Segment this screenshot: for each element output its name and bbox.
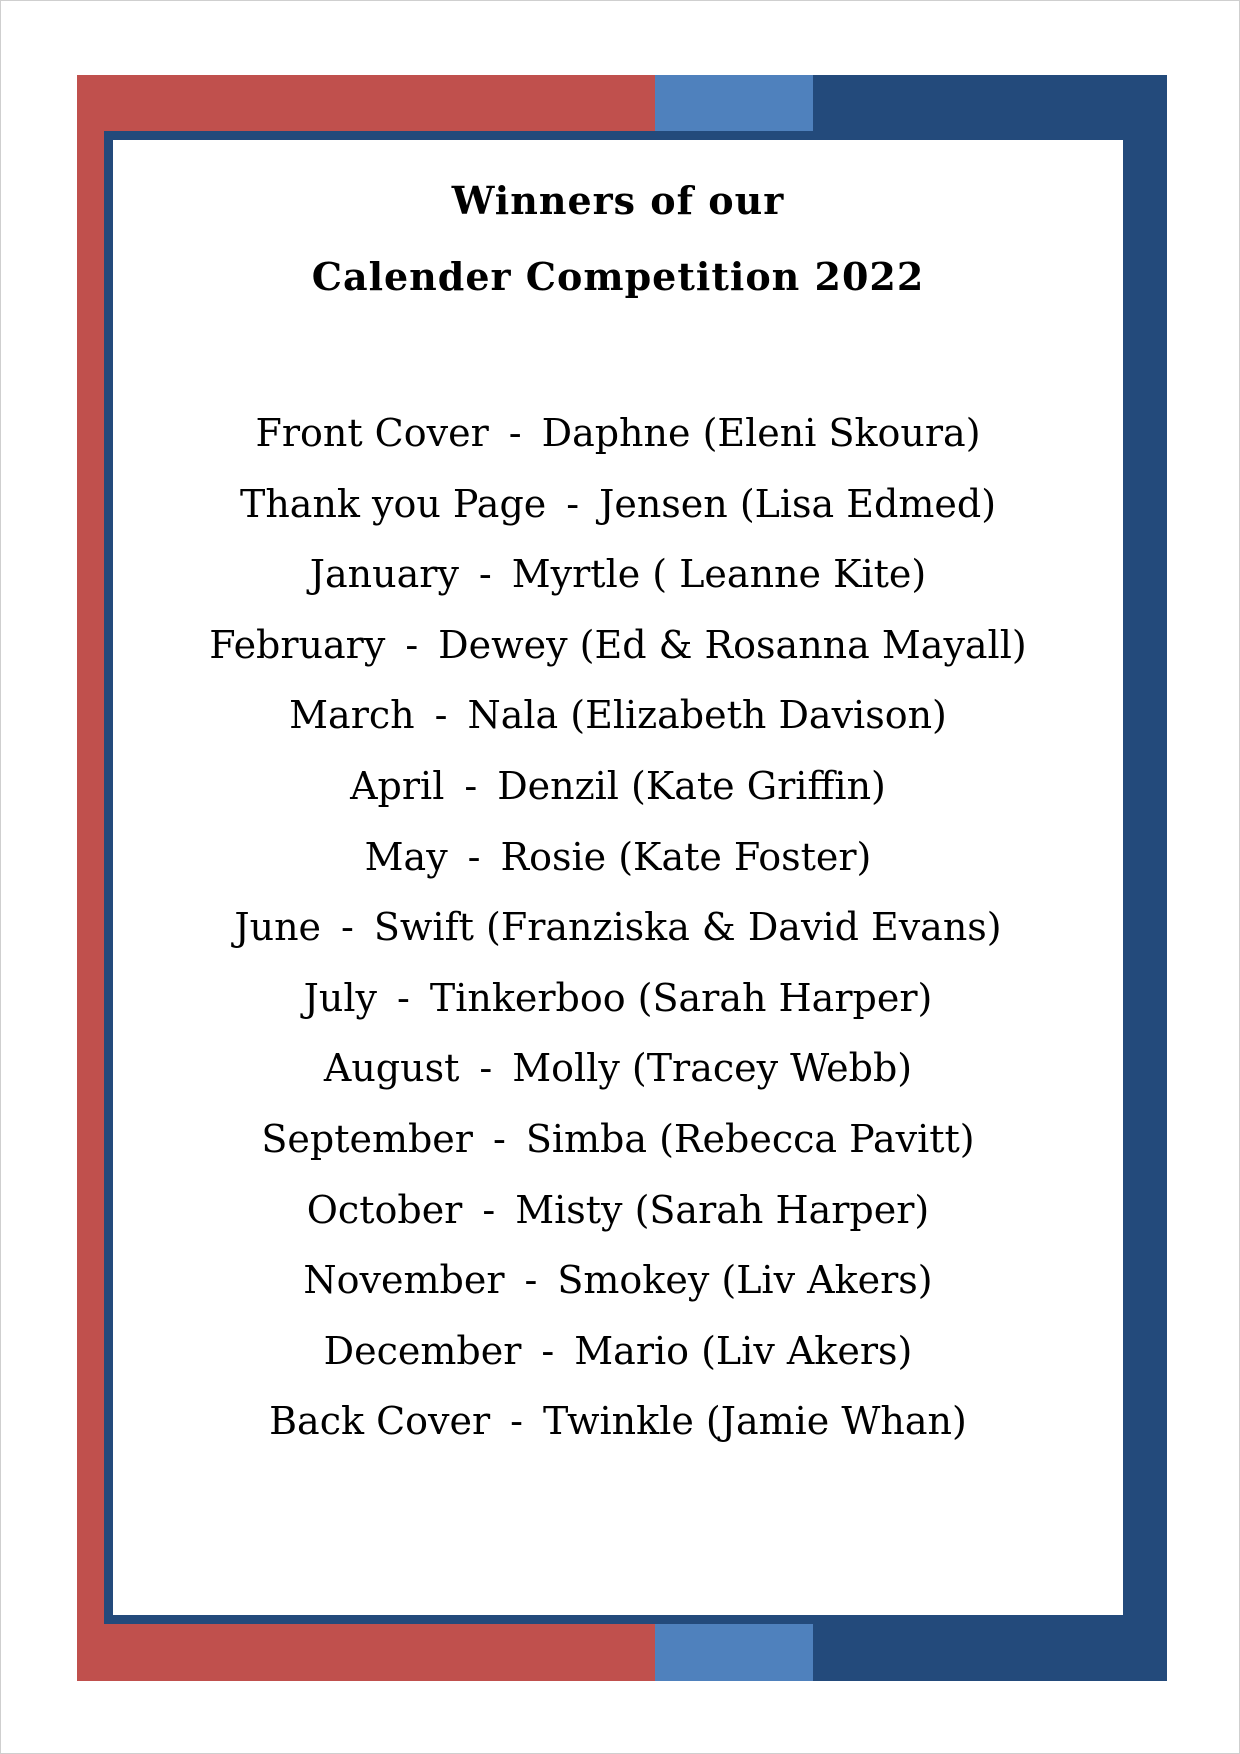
winner-separator: -: [405, 622, 419, 667]
winner-name: Smokey (Liv Akers): [557, 1258, 933, 1303]
winner-slot: May: [364, 834, 448, 879]
winner-separator: -: [508, 411, 522, 455]
winner-separator: -: [397, 975, 410, 1020]
list-item: [113, 1316, 1123, 1387]
winner-separator: -: [492, 1116, 506, 1161]
winner-separator: -: [482, 1187, 496, 1232]
list-item: [113, 1104, 1123, 1175]
winner-slot: June: [234, 905, 322, 950]
page-title-line-1: Winners of our: [451, 178, 785, 223]
winner-slot: October: [306, 1187, 463, 1232]
winner-slot: February: [209, 622, 386, 667]
list-item: [113, 822, 1123, 893]
winner-slot: Back Cover: [269, 1399, 491, 1444]
winner-slot: Front Cover: [255, 411, 489, 455]
winner-slot: April: [350, 763, 445, 808]
list-item: [113, 610, 1123, 681]
winner-slot: September: [261, 1116, 473, 1161]
winner-name: Dewey (Ed & Rosanna Mayall): [438, 622, 1027, 667]
list-item: [113, 1175, 1123, 1246]
list-item: [113, 1245, 1123, 1316]
list-item: [113, 892, 1123, 963]
winner-name: Myrtle ( Leanne Kite): [511, 552, 927, 597]
winner-separator: -: [464, 763, 478, 808]
winner-separator: -: [566, 481, 580, 526]
winner-separator: -: [479, 1046, 493, 1091]
list-item: [113, 1033, 1123, 1104]
winner-name: Simba (Rebecca Pavitt): [525, 1116, 975, 1161]
winner-separator: -: [510, 1399, 524, 1444]
winner-slot: Thank you Page: [239, 481, 547, 526]
winner-name: Daphne (Eleni Skoura): [541, 411, 981, 455]
winner-name: Jensen (Lisa Edmed): [599, 481, 997, 526]
winner-name: Molly (Tracey Webb): [512, 1046, 913, 1091]
winner-separator: -: [341, 905, 354, 950]
list-item: [113, 1386, 1123, 1457]
list-item: [113, 751, 1123, 822]
winner-name: Tinkerboo (Sarah Harper): [429, 975, 933, 1020]
winners-list: [113, 398, 1123, 1457]
list-item: [113, 963, 1123, 1034]
winner-name: Mario (Liv Akers): [574, 1328, 913, 1373]
page-title-line-2: Calender Competition 2022: [311, 254, 925, 299]
winner-separator: -: [478, 552, 492, 597]
list-item: [113, 398, 1123, 469]
winner-name: Misty (Sarah Harper): [515, 1187, 930, 1232]
content-panel: [104, 131, 1132, 1624]
list-item: [113, 680, 1123, 751]
winner-slot: January: [309, 552, 459, 597]
winner-name: Rosie (Kate Foster): [500, 834, 872, 879]
winner-name: Denzil (Kate Griffin): [497, 763, 886, 808]
winner-name: Nala (Elizabeth Davison): [467, 693, 947, 738]
winner-slot: March: [289, 693, 415, 738]
winner-separator: -: [541, 1328, 555, 1373]
winner-separator: -: [434, 693, 448, 738]
winner-name: Twinkle (Jamie Whan): [543, 1399, 967, 1444]
winner-slot: December: [323, 1328, 522, 1373]
list-item: [113, 469, 1123, 540]
winner-slot: August: [323, 1046, 460, 1091]
winner-separator: -: [524, 1258, 538, 1303]
winner-slot: July: [303, 975, 377, 1020]
winner-separator: -: [467, 834, 481, 879]
list-item: [113, 539, 1123, 610]
winner-slot: November: [303, 1258, 505, 1303]
winner-name: Swift (Franziska & David Evans): [373, 905, 1002, 950]
